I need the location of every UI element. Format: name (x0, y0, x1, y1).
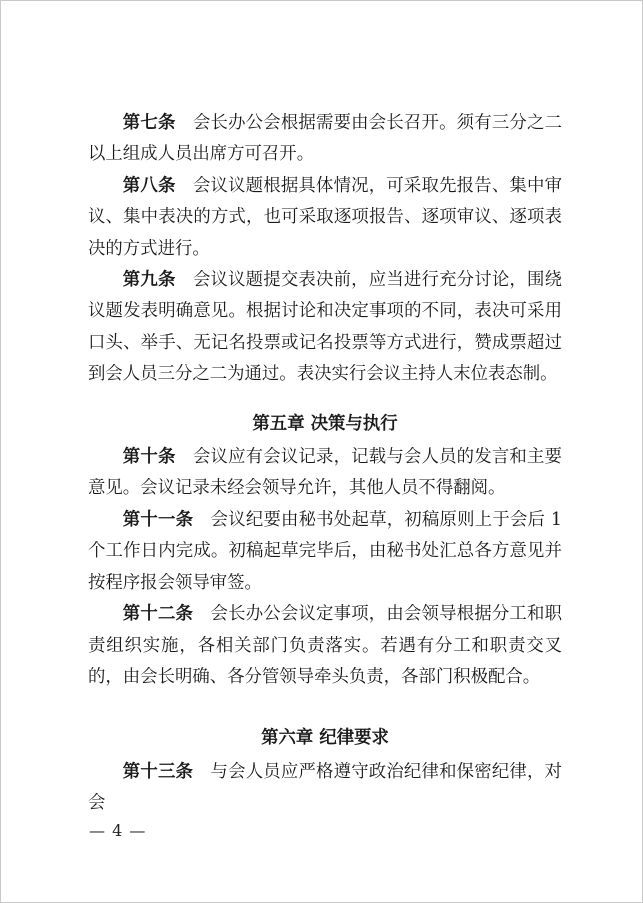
article-11 (88, 505, 562, 599)
document-body (88, 108, 562, 820)
article-text: 会长办公会议定事项，由会领导根据分工和职责组织实施，各相关部门负责落实。若遇有分工和职责交叉的，由会长明确、各分管领导牵头负责，各部门积极配合。 (88, 604, 562, 687)
article-12 (88, 599, 562, 693)
article-label: 第九条 (122, 270, 176, 291)
article-8 (88, 171, 562, 265)
article-text: 会议议题提交表决前，应当进行充分讨论，围绕议题发表明确意见。根据讨论和决定事项的不同，表决可采用口头、举手、无记名投票或记名投票等方式进行，赞成票超过到会人员三分之二为通过。表决实行会议主持人末位表态制。 (88, 270, 562, 385)
article-text: 会长办公会根据需要由会长召开。须有三分之二以上组成人员出席方可召开。 (88, 113, 562, 165)
article-9 (88, 265, 562, 391)
article-text: 与会人员应严格遵守政治纪律和保密纪律，对会 (88, 761, 562, 814)
article-label: 第十二条 (122, 604, 194, 625)
article-10 (88, 442, 562, 505)
article-label: 第十一条 (122, 509, 194, 530)
article-label: 第十条 (122, 447, 176, 468)
article-text: 会议应有会议记录，记载与会人员的发言和主要意见。会议记录未经会领导允许，其他人员不得翻阅。 (88, 447, 562, 499)
article-text: 会议纪要由秘书处起草，初稿原则上于会后 1 个工作日内完成。初稿起草完毕后，由秘书处汇总各方意见并按程序报会领导审签。 (88, 509, 562, 593)
article-7 (88, 108, 562, 171)
chapter-6-heading: 第六章 纪律要求 (261, 728, 389, 749)
page-number: — 4 — (89, 821, 147, 840)
chapter-5-heading: 第五章 决策与执行 (252, 413, 398, 434)
article-label: 第七条 (122, 113, 176, 133)
article-13 (88, 757, 562, 820)
article-text: 会议议题根据具体情况，可采取先报告、集中审议、集中表决的方式，也可采取逐项报告、逐项审议、逐项表决的方式进行。 (88, 175, 562, 259)
article-label: 第十三条 (122, 761, 194, 782)
article-label: 第八条 (122, 175, 176, 196)
